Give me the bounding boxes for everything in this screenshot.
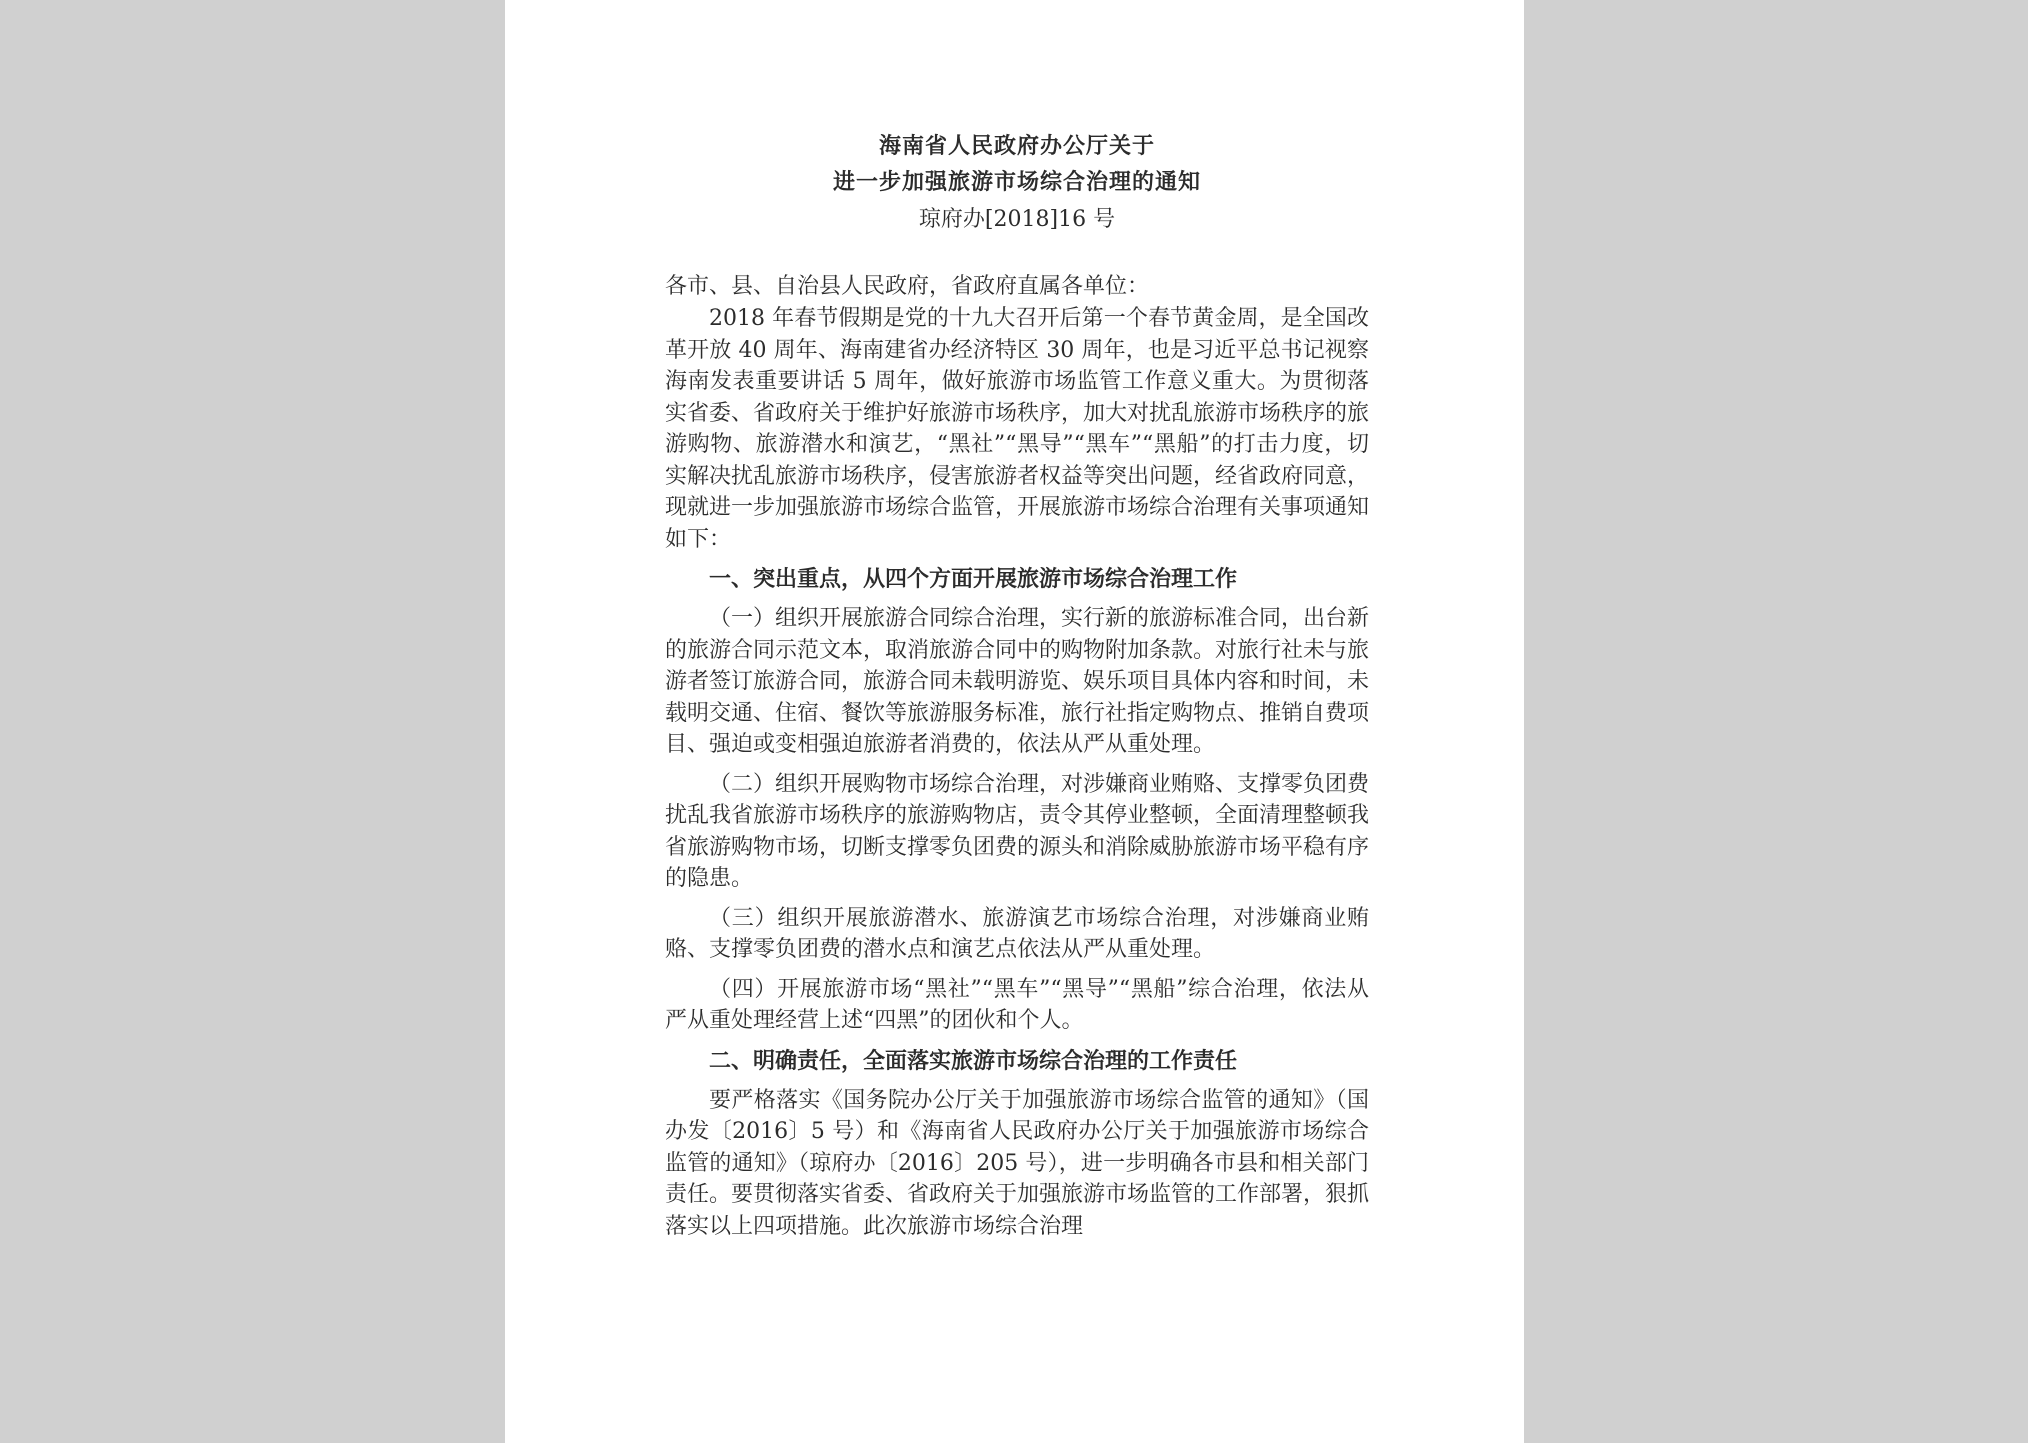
section-1-item-1: （一）组织开展旅游合同综合治理，实行新的旅游标准合同，出台新的旅游合同示范文本，取消旅游合同中的购物附加条款。对旅行社未与旅游者签订旅游合同，旅游合同未载明游览、娱乐项目具体内容和时间，未载明交通、住宿、餐饮等旅游服务标准，旅行社指定购物点、推销自费项目、强迫或变相强迫旅游者消费的，依法从严从重处理。 — [665, 606, 1370, 757]
title-line-1: 海南省人民政府办公厅关于 — [878, 133, 1155, 159]
document-number: 琼府办[2018]16 号 — [918, 207, 1116, 232]
section-2-heading: 二、明确责任，全面落实旅游市场综合治理的工作责任 — [709, 1047, 1238, 1074]
intro-paragraph: 2018 年春节假期是党的十九大召开后第一个春节黄金周，是全国改革开放 40 周年、海南建省办经济特区 30 周年，也是习近平总书记视察海南发表重要讲话 5 周年，做好旅游市场监管工作意义重大。为贯彻落实省委、省政府关于维护好旅游市场秩序，加大对扰乱旅游市场秩序的旅游购物、旅游潜水和演艺，“黑社”“黑导”“黑车”“黑船”的打击力度，切实解决扰乱旅游市场秩序，侵害旅游者权益等突出问题，经省政府同意，现就进一步加强旅游市场综合监管，开展旅游市场综合治理有关事项通知如下： — [665, 306, 1370, 552]
salutation: 各市、县、自治县人民政府，省政府直属各单位： — [665, 274, 1150, 299]
section-1-item-3: （三）组织开展旅游潜水、旅游演艺市场综合治理，对涉嫌商业贿赂、支撑零负团费的潜水点和演艺点依法从严从重处理。 — [665, 905, 1369, 962]
title-line-2: 进一步加强旅游市场综合治理的通知 — [832, 169, 1201, 195]
document-page — [505, 0, 1524, 1443]
section-2-paragraph: 要严格落实《国务院办公厅关于加强旅游市场综合监管的通知》（国办发〔2016〕5 号）和《海南省人民政府办公厅关于加强旅游市场综合监管的通知》（琼府办〔2016〕205 号），进一步明确各市县和相关部门责任。要贯彻落实省委、省政府关于加强旅游市场监管的工作部署，狠抓落实以上四项措施。此次旅游市场综合治理 — [665, 1087, 1370, 1239]
section-1-heading: 一、突出重点，从四个方面开展旅游市场综合治理工作 — [709, 566, 1238, 592]
section-1-item-2: （二）组织开展购物市场综合治理，对涉嫌商业贿赂、支撑零负团费扰乱我省旅游市场秩序的旅游购物店，责令其停业整顿，全面清理整顿我省旅游购物市场，切断支撑零负团费的源头和消除威胁旅游市场平稳有序的隐患。 — [665, 771, 1370, 891]
page-content — [665, 128, 1369, 1242]
section-1-item-4: （四）开展旅游市场“黑社”“黑车”“黑导”“黑船”综合治理，依法从严从重处理经营上述“四黑”的团伙和个人。 — [665, 976, 1369, 1033]
